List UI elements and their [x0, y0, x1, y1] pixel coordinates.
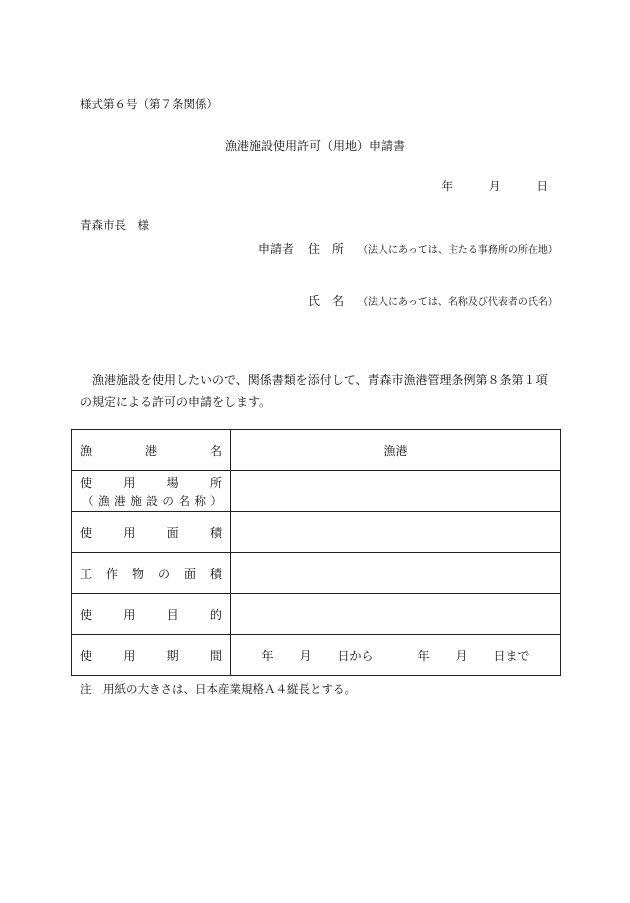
field-label-char: 面 [183, 566, 196, 581]
period-range [231, 647, 560, 664]
date-line [442, 178, 549, 194]
field-label-cell [72, 430, 231, 471]
field-label-char: 場 [166, 475, 179, 490]
field-label-char: 港 [144, 443, 157, 458]
field-label-char: 積 [209, 566, 222, 581]
application-statement: 漁港施設を使用したいので、関係書類を添付して、青森市漁港管理条例第８条第１項の規定による許可の申請をします。 [80, 373, 548, 409]
field-label [72, 474, 230, 491]
period-to-year: 年 [417, 648, 430, 663]
field-label-char: の [157, 566, 170, 581]
field-label [72, 524, 230, 541]
field-label-char: 物 [131, 566, 144, 581]
applicant-name-row [308, 292, 558, 309]
field-value-cell[interactable] [231, 471, 561, 512]
field-label-char: 作 [105, 566, 118, 581]
application-form-table [71, 429, 561, 676]
addressee: 青森市長 様 [80, 218, 149, 232]
address-note: （法人にあっては、主たる事務所の所在地） [358, 245, 558, 256]
address-label: 住 所 [308, 242, 345, 256]
field-sublabel-char: 称 [194, 493, 206, 508]
table-row [72, 635, 561, 676]
period-to-day: 日まで [493, 648, 530, 663]
field-sublabel-char: 港 [114, 493, 126, 508]
field-value: 漁港 [383, 443, 408, 458]
table-row [72, 553, 561, 594]
applicant-label: 申請者 [258, 242, 295, 256]
field-value-cell[interactable] [231, 430, 561, 471]
date-month-label: 月 [489, 179, 501, 193]
field-label-char: 積 [209, 525, 222, 540]
field-label-char: 使 [80, 475, 93, 490]
field-label-char: 名 [209, 443, 222, 458]
field-label-char: 用 [123, 475, 136, 490]
field-label-char: 用 [123, 525, 136, 540]
field-sublabel-char: 施 [130, 493, 142, 508]
table-row [72, 430, 561, 471]
field-sublabel-char: の [162, 493, 174, 508]
field-value-cell[interactable] [231, 594, 561, 635]
form-number: 様式第６号（第７条関係） [80, 97, 218, 111]
field-label-cell [72, 512, 231, 553]
field-label-char: 所 [209, 475, 222, 490]
date-year-label: 年 [441, 179, 453, 193]
name-note: （法人にあっては、名称及び代表者の氏名） [358, 297, 558, 308]
footnote: 注 用紙の大きさは、日本産業規格Ａ４縦長とする。 [80, 682, 356, 696]
table-row [72, 594, 561, 635]
field-label-char: 用 [123, 648, 136, 663]
field-sublabel-char: 設 [146, 493, 158, 508]
field-sublabel-char: （ [82, 493, 94, 508]
field-label-char: 使 [80, 607, 93, 622]
table-row [72, 471, 561, 512]
table-row [72, 512, 561, 553]
name-label: 氏 名 [308, 294, 345, 308]
field-sublabel [72, 493, 230, 509]
field-label-char: 期 [166, 648, 179, 663]
field-label-char: 的 [209, 607, 222, 622]
field-label-char: 使 [80, 525, 93, 540]
field-label [72, 442, 230, 459]
period-from-month: 月 [299, 648, 312, 663]
field-sublabel-char: 名 [178, 493, 190, 508]
field-label-char: 目 [166, 607, 179, 622]
field-label-cell [72, 471, 231, 512]
field-label-cell [72, 635, 231, 676]
field-label-char: 面 [166, 525, 179, 540]
field-label-cell [72, 553, 231, 594]
field-label [72, 565, 230, 582]
period-to-month: 月 [455, 648, 468, 663]
field-value-cell[interactable] [231, 635, 561, 676]
field-label-char: 用 [123, 607, 136, 622]
field-sublabel-char: 漁 [98, 493, 110, 508]
date-day-label: 日 [536, 179, 548, 193]
field-sublabel-char: ） [210, 493, 222, 508]
period-from-day: 日から [337, 648, 374, 663]
field-label [72, 606, 230, 623]
document-title: 漁港施設使用許可（用地）申請書 [224, 139, 405, 153]
field-label-char: 間 [209, 648, 222, 663]
field-label-char: 工 [80, 566, 93, 581]
field-label-char: 使 [80, 648, 93, 663]
field-value-cell[interactable] [231, 553, 561, 594]
period-from-year: 年 [261, 648, 274, 663]
field-label [72, 647, 230, 664]
field-label-cell [72, 594, 231, 635]
field-value-cell[interactable] [231, 512, 561, 553]
field-label-char: 漁 [80, 443, 93, 458]
applicant-address-row [258, 240, 558, 257]
